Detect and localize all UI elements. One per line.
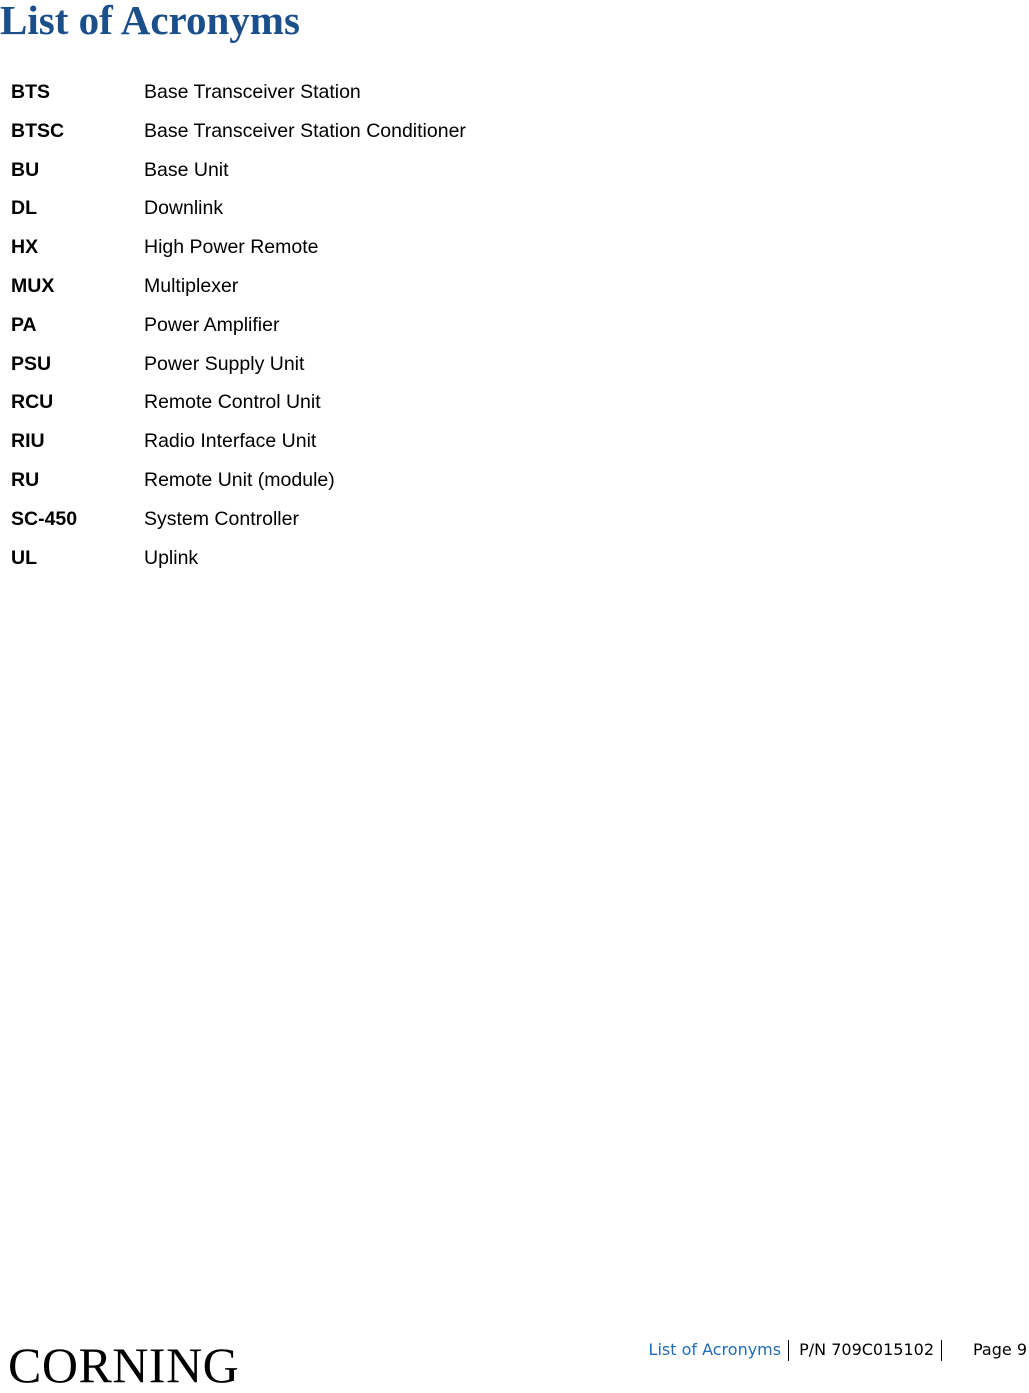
acronym-term: PA: [11, 313, 37, 336]
acronym-row: [11, 73, 711, 112]
acronym-definition: Base Transceiver Station Conditioner: [144, 119, 466, 142]
acronym-row: [11, 500, 711, 539]
footer-meta: [649, 1339, 1027, 1361]
acronym-list: [11, 73, 711, 577]
acronym-row: [11, 422, 711, 461]
acronym-row: [11, 461, 711, 500]
acronym-term: BTSC: [11, 119, 65, 142]
acronym-term: SC-450: [11, 507, 78, 530]
acronym-row: [11, 228, 711, 267]
acronym-definition: System Controller: [144, 507, 299, 530]
acronym-term: HX: [11, 236, 39, 259]
acronym-row: [11, 151, 711, 190]
acronym-term: PSU: [11, 352, 52, 375]
acronym-row: [11, 345, 711, 384]
acronym-row: [11, 189, 711, 228]
acronym-definition: Remote Control Unit: [144, 391, 321, 414]
acronym-row: [11, 306, 711, 345]
acronym-term: UL: [11, 546, 37, 569]
footer-part-number: P/N 709C015102: [799, 1340, 934, 1359]
acronym-row: [11, 383, 711, 422]
corning-logo: CORNING: [8, 1337, 240, 1393]
acronym-term: RCU: [11, 391, 54, 414]
acronym-definition: Multiplexer: [144, 274, 239, 297]
acronym-definition: Downlink: [144, 197, 224, 220]
acronym-definition: Radio Interface Unit: [144, 430, 317, 453]
acronym-definition: Power Amplifier: [144, 313, 280, 336]
acronym-term: BTS: [11, 81, 50, 103]
footer-page-number: Page 9: [973, 1340, 1027, 1359]
acronym-term: MUX: [11, 274, 55, 297]
acronym-definition: Power Supply Unit: [144, 352, 305, 375]
acronym-definition: Uplink: [144, 546, 199, 569]
acronym-row: [11, 112, 711, 151]
acronym-definition: Base Transceiver Station: [144, 81, 361, 103]
acronym-row: [11, 539, 711, 578]
acronym-term: DL: [11, 197, 37, 220]
acronym-definition: Remote Unit (module): [144, 468, 335, 491]
page-title: List of Acronyms: [0, 0, 300, 43]
acronym-term: RIU: [11, 430, 45, 453]
acronym-term: BU: [11, 158, 40, 181]
footer-section-title: List of Acronyms: [648, 1340, 782, 1359]
acronym-definition: High Power Remote: [144, 236, 319, 259]
acronym-row: [11, 267, 711, 306]
acronym-definition: Base Unit: [144, 158, 229, 181]
acronym-term: RU: [11, 468, 40, 491]
page-footer: [0, 1330, 1029, 1393]
